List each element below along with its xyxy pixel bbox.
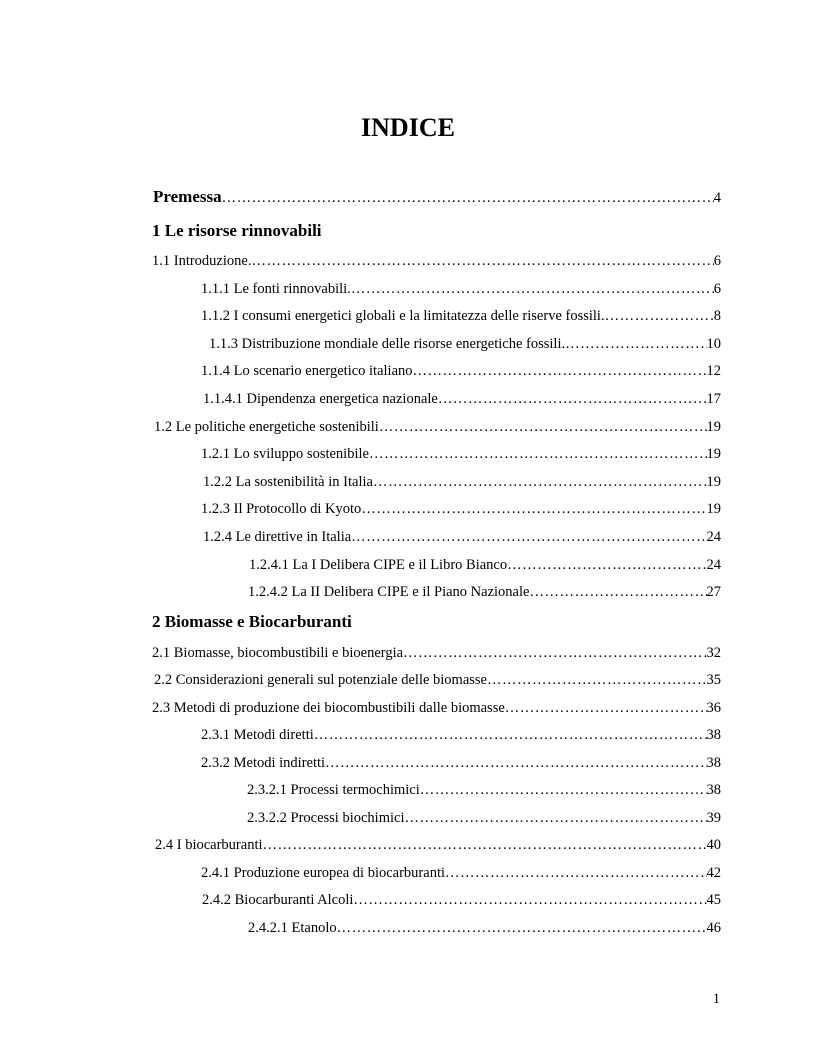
toc-entry-label: 1.2.4 Le direttive in Italia — [203, 529, 352, 545]
toc-entry-page: 6 — [713, 281, 721, 297]
toc-entry-label: 2.3.2 Metodi indiretti — [201, 755, 326, 771]
leader-dots — [413, 362, 707, 380]
toc-entry-2-1[interactable] — [152, 644, 721, 662]
leader-dots — [438, 390, 707, 408]
leader-dots — [605, 307, 714, 325]
toc-entry-page: 19 — [706, 446, 721, 462]
leader-dots — [351, 280, 714, 298]
toc-entry-1-1-1[interactable] — [201, 280, 721, 298]
leader-dots — [369, 445, 707, 463]
toc-entry-label: 1.1.4 Lo scenario energetico italiano — [201, 363, 413, 379]
toc-entry-label: 1.2.4.1 La I Delibera CIPE e il Libro Bianco — [249, 557, 508, 573]
toc-entry-2-4-1[interactable] — [201, 864, 721, 882]
chapter-heading-1[interactable]: 1 Le risorse rinnovabili — [152, 221, 322, 240]
toc-entry-label: 1.1.1 Le fonti rinnovabili. — [201, 281, 351, 297]
toc-entry-page: 6 — [713, 253, 721, 269]
toc-entry-1-1-4[interactable] — [201, 362, 721, 380]
toc-entry-page: 35 — [706, 672, 721, 688]
toc-entry-label: 1.2 Le politiche energetiche sostenibili — [154, 419, 379, 435]
leader-dots — [505, 699, 707, 717]
toc-entry-page: 39 — [706, 810, 721, 826]
toc-entry-page: 10 — [706, 336, 721, 352]
leader-dots — [487, 671, 707, 689]
page-title: INDICE — [361, 113, 455, 142]
toc-entry-1-1-2[interactable] — [201, 307, 721, 325]
toc-entry-label: 2.3 Metodi di produzione dei biocombustibili dalle biomasse — [152, 700, 505, 716]
toc-entry-1-2-4[interactable] — [203, 528, 721, 546]
toc-entry-page: 24 — [706, 529, 721, 545]
toc-entry-page: 19 — [706, 419, 721, 435]
toc-entry-1-2-3[interactable] — [201, 500, 721, 518]
toc-entry-label: 2.3.2.1 Processi termochimici — [247, 782, 420, 798]
toc-entry-label: 1.2.3 Il Protocollo di Kyoto — [201, 501, 362, 517]
toc-entry-label: 1.1.4.1 Dipendenza energetica nazionale — [203, 391, 438, 407]
toc-entry-label: 2.4.2.1 Etanolo — [248, 920, 337, 936]
toc-entry-label: 1.1.2 I consumi energetici globali e la limitatezza delle riserve fossili. — [201, 308, 605, 324]
toc-entry-1-2-1[interactable] — [201, 445, 721, 463]
toc-entry-label: 2.1 Biomasse, biocombustibili e bioenergia — [152, 645, 404, 661]
leader-dots — [353, 891, 706, 909]
toc-entry-2-4-2[interactable] — [202, 891, 721, 909]
toc-entry-label: 2.3.2.2 Processi biochimici — [247, 810, 405, 826]
toc-entry-label: 1.1.3 Distribuzione mondiale delle risorse energetiche fossili. — [209, 336, 566, 352]
toc-entry-page: 12 — [706, 363, 721, 379]
leader-dots — [361, 500, 706, 518]
chapter-heading-2[interactable]: 2 Biomasse e Biocarburanti — [152, 612, 352, 631]
toc-entry-2-3-2-2[interactable] — [247, 809, 721, 827]
toc-entry-2-3-2[interactable] — [201, 754, 721, 772]
toc-entry-1-2-2[interactable] — [203, 473, 721, 491]
toc-entry-label: 1.1 Introduzione. — [152, 253, 252, 269]
leader-dots — [379, 418, 707, 436]
toc-entry-page: 19 — [706, 474, 721, 490]
leader-dots — [351, 528, 706, 546]
toc-entry-1-1-4-1[interactable] — [203, 390, 721, 408]
leader-dots — [403, 644, 706, 662]
leader-dots — [507, 556, 706, 574]
toc-entry-2-3-2-1[interactable] — [247, 781, 721, 799]
leader-dots — [445, 864, 706, 882]
toc-entry-label: 1.2.1 Lo sviluppo sostenibile — [201, 446, 369, 462]
toc-entry-label: Premessa — [153, 187, 222, 206]
toc-entry-2-4-2-1[interactable] — [248, 919, 721, 937]
toc-entry-label: 2.4.2 Biocarburanti Alcoli — [202, 892, 354, 908]
toc-entry-label: 2.2 Considerazioni generali sul potenziale delle biomasse — [154, 672, 487, 688]
toc-entry-label: 1.2.2 La sostenibilità in Italia — [203, 474, 373, 490]
toc-entry-2-3[interactable] — [152, 699, 721, 717]
toc-entry-page: 17 — [706, 391, 721, 407]
leader-dots — [373, 473, 707, 491]
toc-entry-1-2-4-2[interactable] — [248, 583, 721, 601]
toc-entry-premessa[interactable] — [153, 187, 721, 208]
leader-dots — [404, 809, 706, 827]
toc-entry-2-3-1[interactable] — [201, 726, 721, 744]
toc-entry-label: 2.4.1 Produzione europea di biocarburanti — [201, 865, 446, 881]
toc-entry-page: 45 — [706, 892, 721, 908]
toc-entry-1-1[interactable] — [152, 252, 721, 270]
toc-entry-1-2-4-1[interactable] — [249, 556, 721, 574]
leader-dots — [325, 754, 706, 772]
leader-dots — [529, 583, 706, 601]
toc-entry-page: 38 — [706, 782, 721, 798]
toc-entry-page: 40 — [706, 837, 721, 853]
toc-entry-page: 8 — [713, 308, 721, 324]
toc-entry-page: 42 — [706, 865, 721, 881]
leader-dots — [251, 252, 713, 270]
toc-entry-page: 32 — [706, 645, 721, 661]
toc-entry-page: 38 — [706, 755, 721, 771]
toc-entry-label: 1.2.4.2 La II Delibera CIPE e il Piano Nazionale — [248, 584, 530, 600]
leader-dots — [337, 919, 707, 937]
toc-entry-page: 24 — [706, 557, 721, 573]
toc-entry-label: 2.4 I biocarburanti — [155, 837, 263, 853]
toc-entry-page: 27 — [706, 584, 721, 600]
page-number: 1 — [712, 991, 720, 1007]
leader-dots — [222, 188, 714, 208]
leader-dots — [565, 335, 706, 353]
toc-entry-page: 38 — [706, 727, 721, 743]
toc-entry-page: 46 — [706, 920, 721, 936]
toc-entry-label: 2.3.1 Metodi diretti — [201, 727, 314, 743]
toc-entry-2-4[interactable] — [155, 836, 721, 854]
toc-entry-1-2[interactable] — [154, 418, 721, 436]
toc-entry-page: 36 — [706, 700, 721, 716]
toc-entry-1-1-3[interactable] — [209, 335, 721, 353]
toc-entry-2-2[interactable] — [154, 671, 721, 689]
toc-entry-page: 19 — [706, 501, 721, 517]
toc-entry-page: 4 — [713, 190, 721, 206]
leader-dots — [263, 836, 707, 854]
leader-dots — [314, 726, 707, 744]
leader-dots — [420, 781, 707, 799]
